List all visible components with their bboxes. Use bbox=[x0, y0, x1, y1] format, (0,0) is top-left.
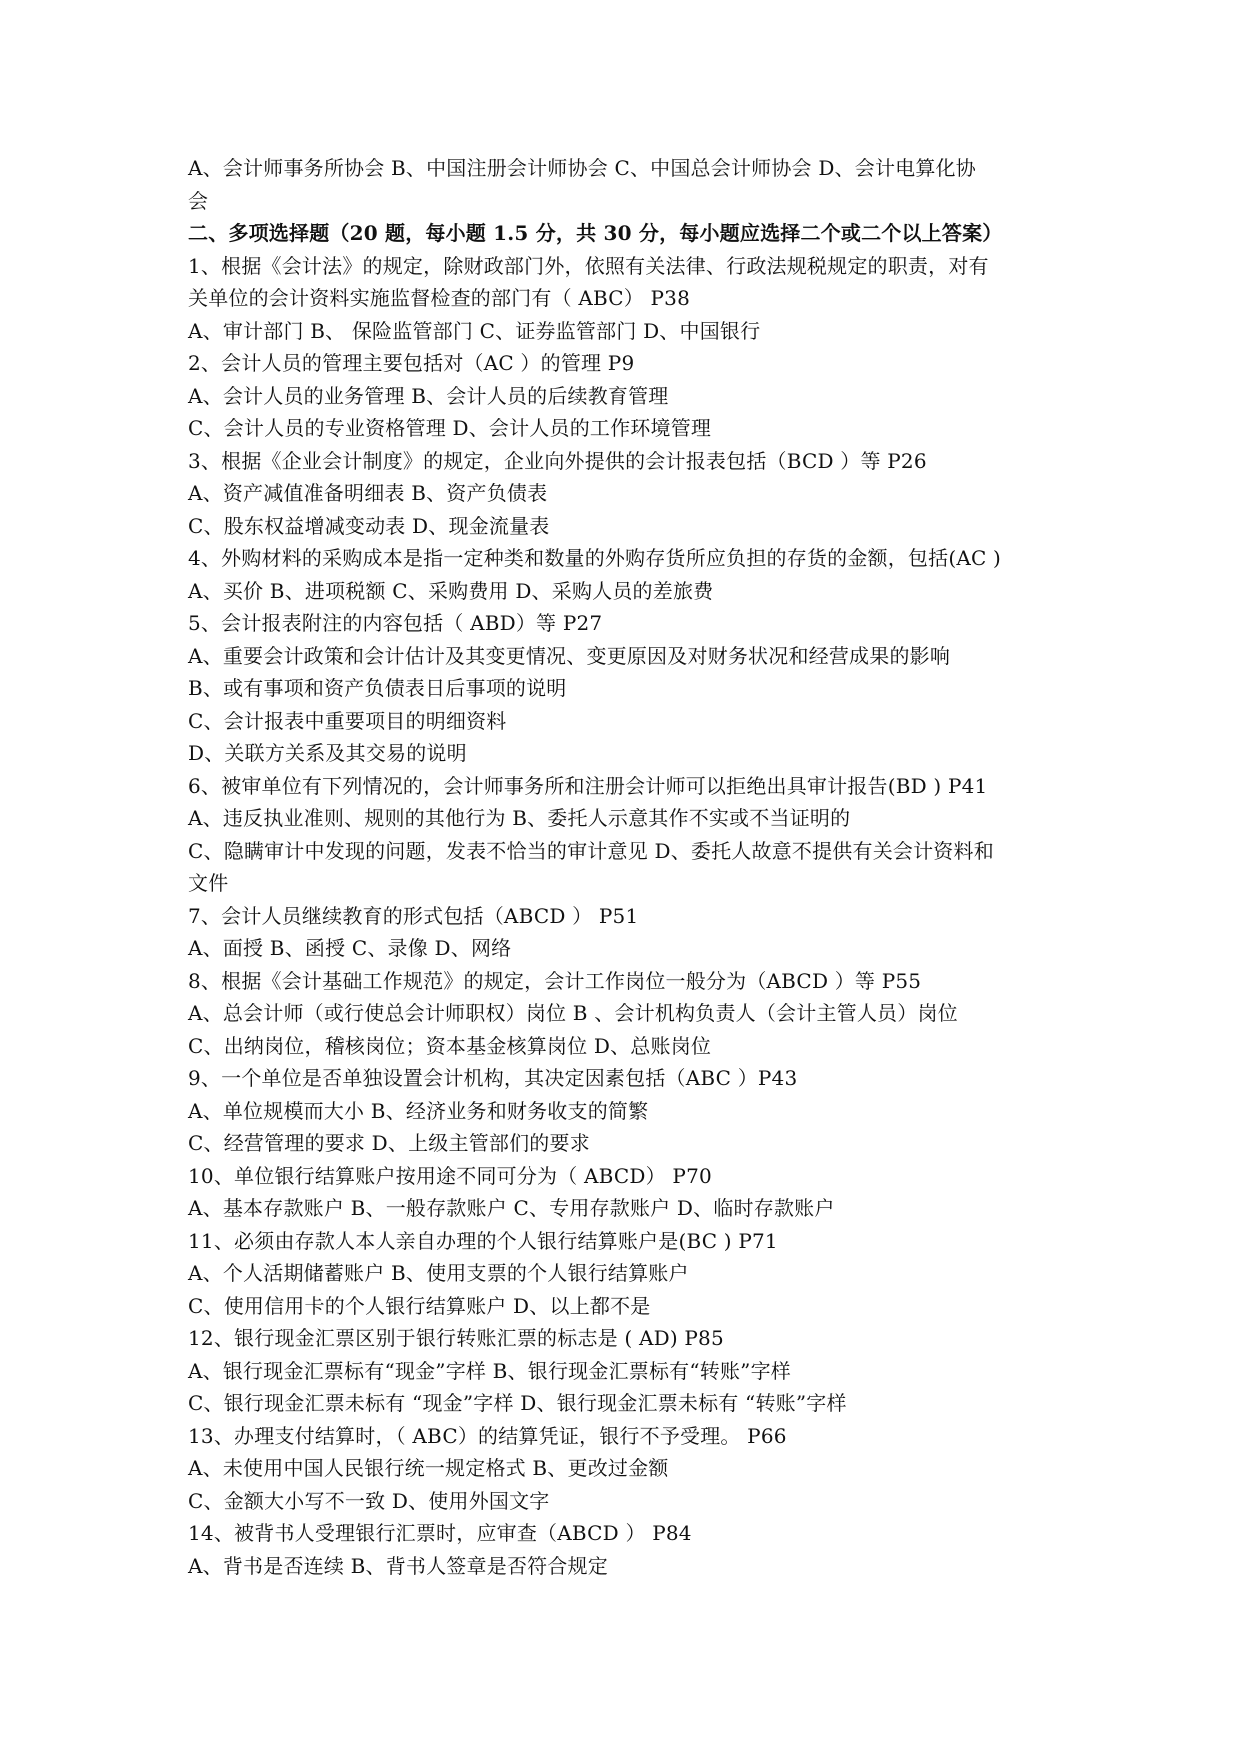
text-line: A、审计部门 B、 保险监管部门 C、证券监管部门 D、中国银行 bbox=[188, 318, 761, 343]
text-line: A、单位规模而大小 B、经济业务和财务收支的简繁 bbox=[188, 1098, 649, 1123]
text-line: C、隐瞒审计中发现的问题，发表不恰当的审计意见 D、委托人故意不提供有关会计资料和 bbox=[188, 838, 994, 863]
text-line: D、关联方关系及其交易的说明 bbox=[188, 741, 467, 765]
text-line: 5、会计报表附注的内容包括（ ABD）等 P27 bbox=[188, 611, 603, 635]
text-line: 6、被审单位有下列情况的，会计师事务所和注册会计师可以拒绝出具审计报告(BD ) P41 bbox=[188, 773, 988, 798]
text-line: A、总会计师（或行使总会计师职权）岗位 B 、会计机构负责人（会计主管人员）岗位 bbox=[188, 1001, 958, 1025]
text-line: A、银行现金汇票标有“现金”字样 B、银行现金汇票标有“转账”字样 bbox=[188, 1358, 791, 1383]
text-line: A、会计人员的业务管理 B、会计人员的后续教育管理 bbox=[188, 383, 669, 408]
text-line: 13、办理支付结算时，（ ABC）的结算凭证，银行不予受理。 P66 bbox=[188, 1423, 787, 1448]
text-line: A、违反执业准则、规则的其他行为 B、委托人示意其作不实或不当证明的 bbox=[188, 806, 851, 830]
text-line: C、银行现金汇票未标有 “现金”字样 D、银行现金汇票未标有 “转账”字样 bbox=[188, 1391, 847, 1415]
text-line: A、未使用中国人民银行统一规定格式 B、更改过金额 bbox=[188, 1456, 669, 1480]
text-line: A、买价 B、进项税额 C、采购费用 D、采购人员的差旅费 bbox=[188, 578, 714, 603]
text-line: 14、被背书人受理银行汇票时，应审查（ABCD ） P84 bbox=[188, 1521, 692, 1545]
text-line: A、资产减值准备明细表 B、资产负债表 bbox=[188, 481, 548, 505]
text-line: A、重要会计政策和会计估计及其变更情况、变更原因及对财务状况和经营成果的影响 bbox=[188, 643, 951, 668]
text-line: 会 bbox=[188, 188, 209, 213]
text-line: 10、单位银行结算账户按用途不同可分为（ ABCD） P70 bbox=[188, 1163, 712, 1188]
text-line: C、会计报表中重要项目的明细资料 bbox=[188, 708, 507, 733]
text-line: 12、银行现金汇票区别于银行转账汇票的标志是 ( AD) P85 bbox=[188, 1326, 724, 1350]
text-line: A、会计师事务所协会 B、中国注册会计师协会 C、中国总会计师协会 D、会计电算化协 bbox=[188, 156, 976, 180]
text-line: C、股东权益增减变动表 D、现金流量表 bbox=[188, 513, 550, 538]
text-line: 8、根据《会计基础工作规范》的规定，会计工作岗位一般分为（ABCD ）等 P55 bbox=[188, 968, 922, 993]
text-line: 1、根据《会计法》的规定，除财政部门外，依照有关法律、行政法规税规定的职责，对有 bbox=[188, 253, 989, 278]
section-heading: 二、多项选择题（20 题，每小题 1.5 分，共 30 分，每小题应选择二个或二个以上答案） bbox=[188, 221, 1003, 245]
text-line: A、基本存款账户 B、一般存款账户 C、专用存款账户 D、临时存款账户 bbox=[188, 1196, 835, 1220]
text-line: C、使用信用卡的个人银行结算账户 D、以上都不是 bbox=[188, 1293, 651, 1318]
text-line: A、面授 B、函授 C、录像 D、网络 bbox=[188, 936, 512, 960]
text-line: 3、根据《企业会计制度》的规定，企业向外提供的会计报表包括（BCD ）等 P26 bbox=[188, 448, 927, 473]
text-line: 2、会计人员的管理主要包括对（AC ）的管理 P9 bbox=[188, 351, 635, 375]
text-line: 7、会计人员继续教育的形式包括（ABCD ） P51 bbox=[188, 903, 639, 928]
text-line: 11、必须由存款人本人亲自办理的个人银行结算账户是(BC ) P71 bbox=[188, 1228, 778, 1253]
text-line: A、背书是否连续 B、背书人签章是否符合规定 bbox=[188, 1553, 608, 1578]
text-line: C、经营管理的要求 D、上级主管部们的要求 bbox=[188, 1131, 590, 1155]
text-line: 4、外购材料的采购成本是指一定种类和数量的外购存货所应负担的存货的金额，包括(AC ) bbox=[188, 546, 1002, 570]
document-body bbox=[188, 152, 1068, 1582]
text-line: 文件 bbox=[188, 871, 229, 895]
text-line: B、或有事项和资产负债表日后事项的说明 bbox=[188, 676, 567, 700]
text-line: 9、一个单位是否单独设置会计机构，其决定因素包括（ABC ）P43 bbox=[188, 1066, 798, 1090]
text-line: C、会计人员的专业资格管理 D、会计人员的工作环境管理 bbox=[188, 416, 712, 440]
text-line: C、金额大小写不一致 D、使用外国文字 bbox=[188, 1488, 550, 1513]
text-line: 关单位的会计资料实施监督检查的部门有（ ABC） P38 bbox=[188, 286, 691, 310]
text-line: A、个人活期储蓄账户 B、使用支票的个人银行结算账户 bbox=[188, 1261, 689, 1285]
text-line: C、出纳岗位，稽核岗位；资本基金核算岗位 D、总账岗位 bbox=[188, 1033, 712, 1058]
